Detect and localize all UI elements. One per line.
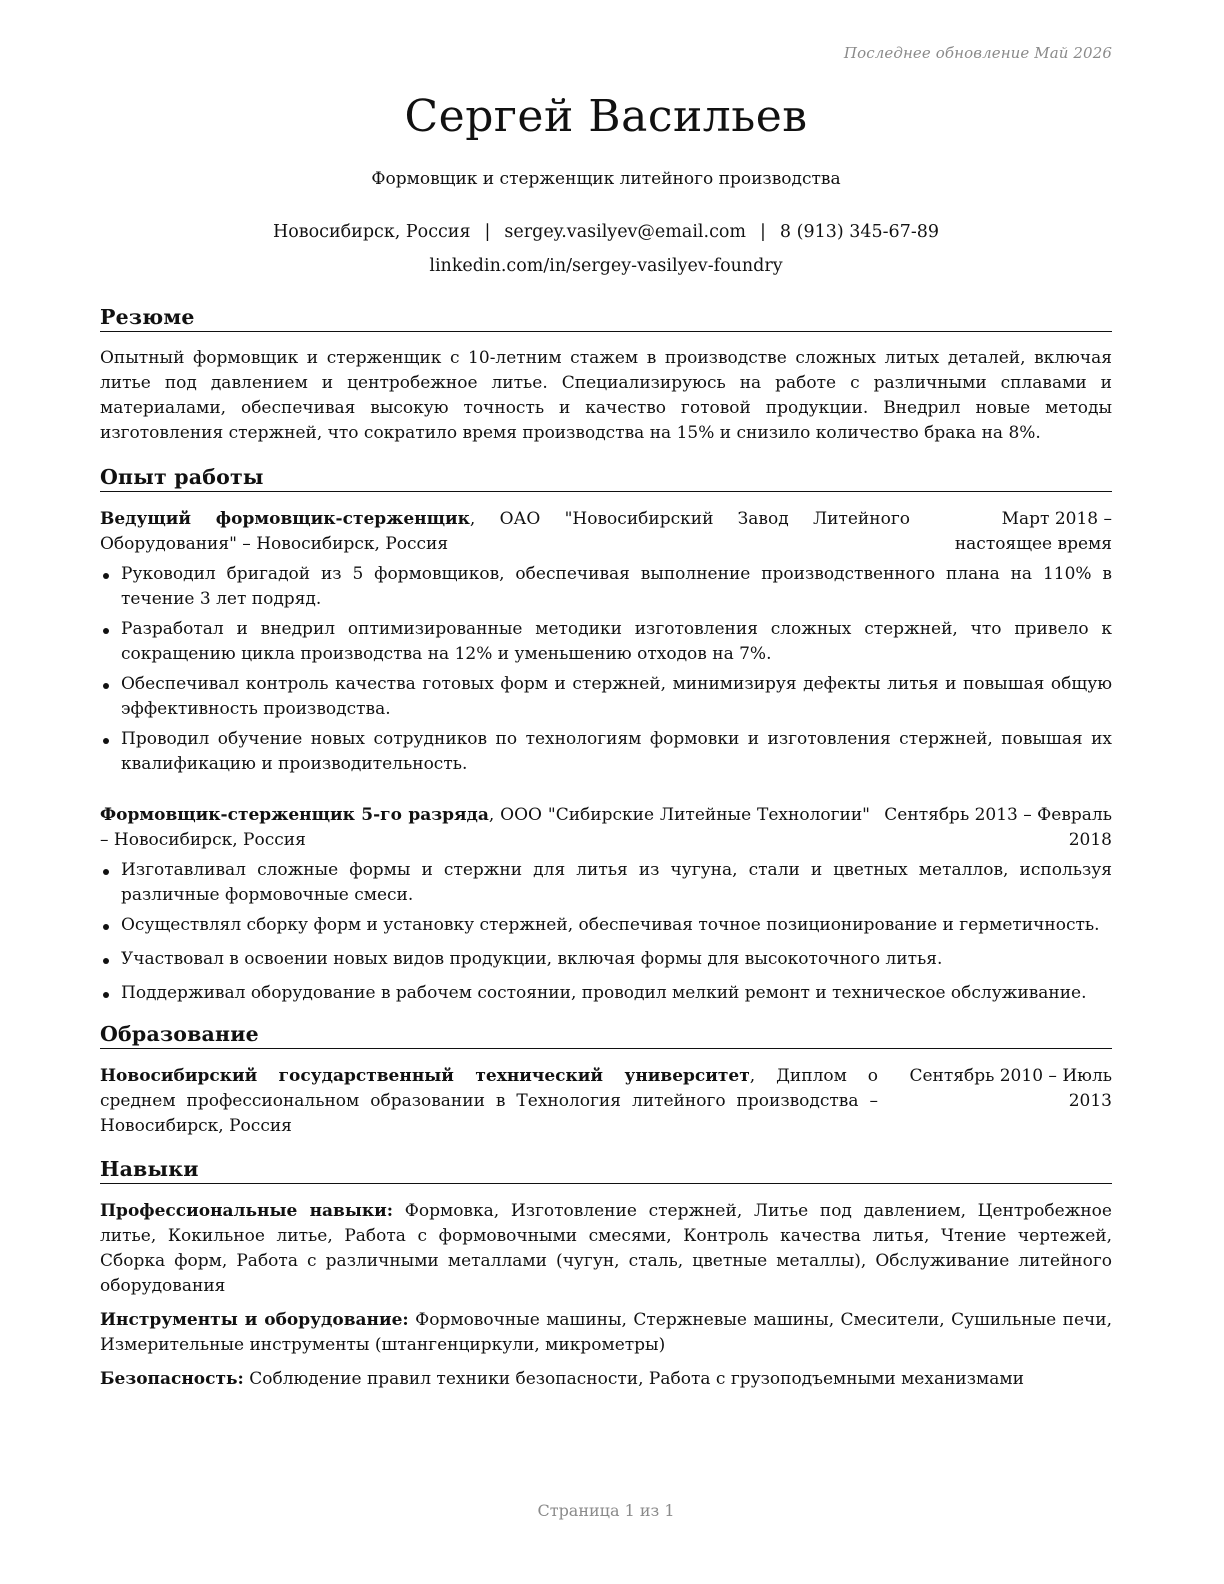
skill-group-label: Инструменты и оборудование: (100, 1310, 409, 1330)
skill-group-text: Соблюдение правил техники безопасности, Работа с грузоподъемными механизмами (243, 1369, 1024, 1389)
bullet-icon (103, 924, 109, 930)
bullet-text: Участвовал в освоении новых видов продукции, включая формы для высокоточного литья. (121, 949, 943, 969)
summary-text: Опытный формовщик и стерженщик с 10-летним стажем в производстве сложных литых деталей, включая литье под давлением и центробежное литье. Специализируюсь на работе с различными сплавами и материалами, обеспечивая высокую точность и качество готовой продукции. Внедрил новые методы изготовления стержней, что сократило время производства на 15% и снизило количество брака на 8%. (100, 348, 1112, 443)
job-header (100, 507, 1112, 557)
list-item (100, 947, 1112, 972)
last-updated-note: Последнее обновление Май 2026 (843, 44, 1112, 62)
skill-group-label: Безопасность: (100, 1369, 244, 1389)
job-company: , ОАО "Новосибирский Завод Литейного Оборудования" – Новосибирск, Россия (100, 509, 910, 554)
skill-group (100, 1199, 1112, 1299)
summary-section (100, 304, 1112, 446)
section-title-skills: Навыки (100, 1156, 1112, 1184)
section-title-summary: Резюме (100, 304, 1112, 332)
page-number: Страница 1 из 1 (537, 1501, 675, 1520)
section-title-experience: Опыт работы (100, 464, 1112, 492)
education-entry (100, 1064, 1112, 1139)
job-position: Ведущий формовщик-стерженщик (100, 509, 470, 529)
education-dates: Сентябрь 2010 – Июль 2013 (909, 1066, 1112, 1111)
job-company: , ООО "Сибирские Литейные Технологии" – Новосибирск, Россия (100, 805, 870, 850)
bullet-icon (103, 992, 109, 998)
resume-page (100, 0, 1112, 1584)
contact-info (100, 220, 1112, 244)
skill-group-text: Формовка, Изготовление стержней, Литье под давлением, Центробежное литье, Кокильное литье, Работа с формовочными смесями, Контроль качества литья, Чтение чертежей, Сборка форм, Работа с различными металлами (чугун, сталь, цветные металлы), Обслуживание литейного оборудования (100, 1201, 1112, 1296)
section-title-education: Образование (100, 1021, 1112, 1049)
contact-linkedin[interactable]: linkedin.com/in/sergey-vasilyev-foundry (429, 256, 783, 276)
bullet-icon (103, 869, 109, 875)
bullet-icon (103, 738, 109, 744)
candidate-name: Сергей Васильев (404, 91, 808, 142)
bullet-text: Поддерживал оборудование в рабочем состоянии, проводил мелкий ремонт и техническое обслуживание. (121, 983, 1087, 1003)
skills-section (100, 1156, 1112, 1401)
job-entry (100, 803, 1112, 1006)
job-dates: Март 2018 – настоящее время (954, 509, 1112, 554)
candidate-title: Формовщик и стерженщик литейного производства (371, 169, 841, 189)
job-position: Формовщик-стерженщик 5-го разряда (100, 805, 489, 825)
skill-group-text: Формовочные машины, Стержневые машины, Смесители, Сушильные печи, Измерительные инструменты (штангенциркули, микрометры) (100, 1310, 1113, 1355)
job-bullets (100, 858, 1112, 1006)
skill-group (100, 1308, 1112, 1358)
list-item (100, 672, 1112, 722)
list-item (100, 981, 1112, 1006)
education-institution: Новосибирский государственный технический университет (100, 1066, 750, 1086)
skill-group (100, 1367, 1112, 1392)
contact-separator: | (484, 222, 491, 242)
bullet-icon (103, 683, 109, 689)
bullet-text: Проводил обучение новых сотрудников по технологиям формовки и изготовления стержней, повышая их квалификацию и производительность. (121, 729, 1112, 774)
bullet-text: Разработал и внедрил оптимизированные методики изготовления сложных стержней, что привело к сокращению цикла производства на 12% и уменьшению отходов на 7%. (121, 619, 1112, 664)
job-entry (100, 507, 1112, 777)
contact-location: Новосибирск, Россия (272, 222, 471, 242)
job-title-line (100, 803, 870, 853)
bullet-text: Руководил бригадой из 5 формовщиков, обеспечивая выполнение производственного плана на 110% в течение 3 лет подряд. (121, 564, 1112, 609)
list-item (100, 727, 1112, 777)
education-title-line (100, 1064, 878, 1139)
bullet-text: Осуществлял сборку форм и установку стержней, обеспечивая точное позиционирование и герметичность. (121, 915, 1100, 935)
job-header (100, 803, 1112, 853)
bullet-icon (103, 958, 109, 964)
list-item (100, 617, 1112, 667)
education-section (100, 1021, 1112, 1139)
contact-email[interactable]: sergey.vasilyev@email.com (504, 222, 747, 242)
skills-list (100, 1199, 1112, 1392)
skill-group-label: Профессиональные навыки: (100, 1201, 394, 1221)
list-item (100, 562, 1112, 612)
list-item (100, 858, 1112, 908)
bullet-icon (103, 628, 109, 634)
contact-separator: | (760, 222, 766, 242)
list-item (100, 913, 1112, 938)
bullet-text: Обеспечивал контроль качества готовых форм и стержней, минимизируя дефекты литья и повышая общую эффективность производства. (121, 674, 1112, 719)
job-title-line (100, 507, 910, 557)
contact-phone[interactable]: 8 (913) 345-67-89 (779, 222, 940, 242)
bullet-text: Изготавливал сложные формы и стержни для литья из чугуна, стали и цветных металлов, используя различные формовочные смеси. (121, 860, 1112, 905)
job-bullets (100, 562, 1112, 777)
bullet-icon (103, 573, 109, 579)
job-dates: Сентябрь 2013 – Февраль 2018 (884, 805, 1112, 850)
experience-section (100, 464, 1112, 1011)
education-details: , Диплом о среднем профессиональном образовании в Технология литейного производства – Новосибирск, Россия (100, 1066, 878, 1136)
